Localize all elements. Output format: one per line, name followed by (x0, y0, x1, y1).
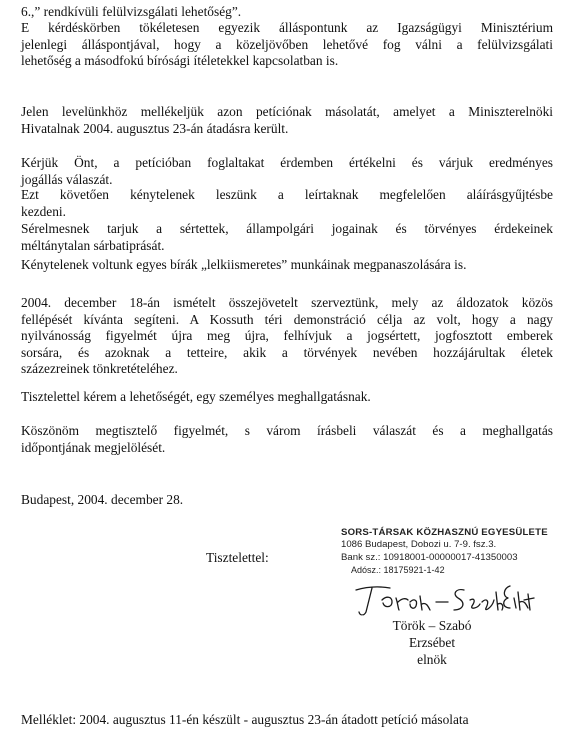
text-line: fellépését kívánta segíteni. A Kossuth téri demonstráció célja az volt, hogy a nagy (21, 311, 553, 327)
text-line: nyilvánosság figyelmét újra meg újra, felhívjuk a jogsértett, jogfosztott emberek (21, 328, 553, 343)
paragraph-fragment (21, 4, 553, 21)
paragraph-hearing-request (21, 389, 553, 406)
signature-text: Török - Szabó Erzsébet (354, 614, 392, 619)
text-line: Sérelmesnek tarjuk a sértettek, állampolgári jogainak és törvényes érdekeinek (21, 221, 553, 236)
paragraph-complaint (21, 257, 553, 274)
closing-greeting: Tisztelettel: (206, 550, 269, 565)
text-line: Tisztelettel kérem a lehetőségét, egy személyes meghallgatásnak. (21, 389, 371, 404)
paragraph-petition (21, 104, 553, 137)
text-line: 2004. december 18-án ismételt összejövetelt szerveztünk, mely az áldozatok közös (21, 295, 553, 310)
handwritten-signature (352, 578, 537, 620)
stamp-tax-number: Adósz.: 18175921-1-42 (351, 565, 445, 575)
text-line: Jelen levelünkhöz mellékeljük azon petíciónak másolatát, amelyet a Miniszterelnöki (21, 104, 553, 119)
text-line: E kérdéskörben tökéletesen egyezik álláspontunk az Igazságügyi Minisztérium (21, 20, 553, 35)
paragraph-grievance (21, 221, 553, 254)
text-line: sorsára, és azoknak a tetteire, akik a törvények nevében hozzájárultak életek (21, 344, 553, 360)
text-line: Hivatalnak 2004. augusztus 23-án átadásra került. (21, 120, 289, 136)
text-line: százezreinek tönkretételéhez. (21, 361, 178, 376)
organization-stamp (341, 527, 561, 577)
text-line: Kérjük Önt, a petícióban foglaltakat érdemben értékelni és várjuk eredményes (21, 155, 553, 170)
paragraph-signature-collection (21, 187, 553, 220)
attachment-note: Melléklet: 2004. augusztus 11-én készült - augusztus 23-án átadott petíció másolata (21, 712, 469, 727)
text-line: Kénytelenek voltunk egyes bírák „lelkiismeretes” munkáinak megpanaszolására is. (21, 257, 467, 272)
text-line: Ezt követően kénytelenek leszünk a leírtaknak megfelelően aláírásgyűjtésbe (21, 187, 553, 202)
text-line: jogállás válaszát. (21, 171, 113, 187)
paragraph-thanks (21, 423, 553, 456)
stamp-bank-account: Bank sz.: 10918001-00000017-41350003 (341, 552, 518, 563)
signer-name: Török – Szabó Erzsébet (392, 618, 472, 650)
paragraph-request (21, 155, 553, 188)
stamp-organization-name: SORS-TÁRSAK KÖZHASZNÚ EGYESÜLETE (341, 527, 548, 538)
text-line: 6.,” rendkívüli felülvizsgálati lehetőség”. (21, 4, 242, 19)
text-line: kezdeni. (21, 203, 66, 219)
signer-block (377, 617, 487, 668)
paragraph-ministry (21, 20, 553, 70)
signer-role: elnök (417, 652, 447, 667)
text-line: Köszönöm megtisztelő figyelmét, s várom írásbeli válaszát és a meghallgatás (21, 423, 553, 438)
text-line: méltánytalan sárbatiprását. (21, 237, 165, 253)
text-line: időpontjának megjelölését. (21, 439, 166, 455)
text-line: jelenlegi álláspontjával, hogy a közeljövőben lehetővé fog válni a felülvizsgálati (21, 36, 553, 52)
stamp-address: 1086 Budapest, Dobozi u. 7-9. fsz.3. (341, 539, 497, 550)
text-line: lehetőség a másodfokú bírósági ítéletekkel kapcsolatban is. (21, 53, 339, 68)
paragraph-demonstration (21, 295, 553, 378)
place-and-date: Budapest, 2004. december 28. (21, 492, 184, 507)
